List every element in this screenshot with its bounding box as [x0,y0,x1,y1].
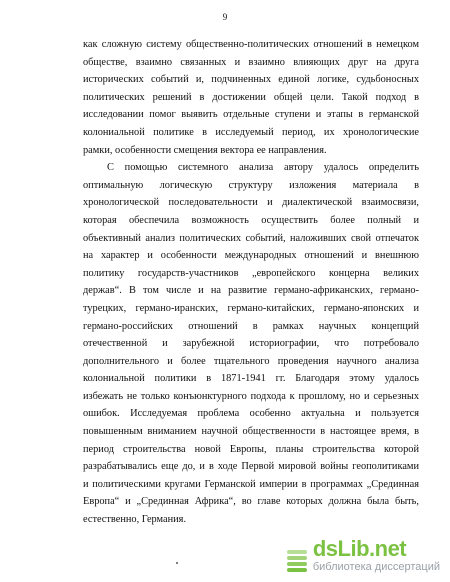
text-line: разрабатывались еще до, и в ходе Первой мировой войны геополитиками [83,461,419,473]
watermark-text [313,538,440,574]
text-line: оптимальную логическую структуру изложения материала в [83,179,419,191]
watermark-logo: dsLib.net [312,536,407,561]
text-line: германо-российских отношений в рамках научных концепций [83,320,419,332]
text-line: рамки, особенности смещения вектора ее направления. [83,144,327,156]
paragraph-start-line: С помощью системного анализа автору удалось определить [107,162,419,174]
body-text [83,36,419,529]
text-line: отечественной и зарубежной историографии, что потребовало [83,338,419,350]
text-line: ошибок. Исследуемая проблема особенно актуальна и пользуется [83,408,419,420]
text-line: хронологической последовательности и диалектической взаимосвязи, [83,197,419,209]
text-line: обществе, взаимно связанных и взаимно влияющих друг на друга [83,56,419,68]
text-line: избежать не только конъюнктурного подхода к прошлому, но и серьезных [83,390,419,402]
text-line: период строительства новой Европы, планы строительства которой [83,443,419,455]
text-line: на характер и особенности международных отношений и внешнюю [83,250,419,262]
text-line: и политическими кругами Германской империи в программах „Срединная [83,478,419,490]
text-line: турецких, германо-иранских, германо-китайских, германо-японских и [83,302,419,314]
text-line: политику государств-участников „европейского концерна великих [83,267,419,279]
text-line: повышенным вниманием научной общественности в настоящее время, в [83,426,419,438]
page-number: 9 [222,12,228,22]
text-line: политических решений в достижении общей цели. Такой подход в [83,91,419,103]
text-line: исторических событий и, подчиненных единой логике, судьбоносных [83,74,419,86]
text-line: естественно, Германия. [83,514,187,526]
watermark-tagline: библиотека диссертаций [312,561,440,573]
text-line: дополнительного и более тщательного проведения научного анализа [83,355,419,367]
dslib-watermark[interactable] [287,538,440,574]
text-line: как сложную систему общественно-политических отношений в немецком [83,39,419,50]
text-line: которая обеспечила возможность осуществить более полный и [83,214,419,226]
text-line: исследовании помог выявить отдельные ступени и этапы в германской [83,109,419,121]
text-line: колониальной политики в 1871-1941 гг. Благодаря этому удалось [83,373,419,385]
text-line: Европа“ и „Срединная Африка“, во главе которых должна была быть, [83,496,419,508]
text-line: держав“. В том числе и на развитие германо-африканских, германо- [83,285,419,297]
text-line: объективный анализ политических событий, наложивших свой отпечаток [83,232,419,244]
text-line: колониальной политике в исследуемый период, их хронологические [83,126,419,138]
dslib-logo-icon [287,548,307,574]
scan-speck [176,562,178,564]
